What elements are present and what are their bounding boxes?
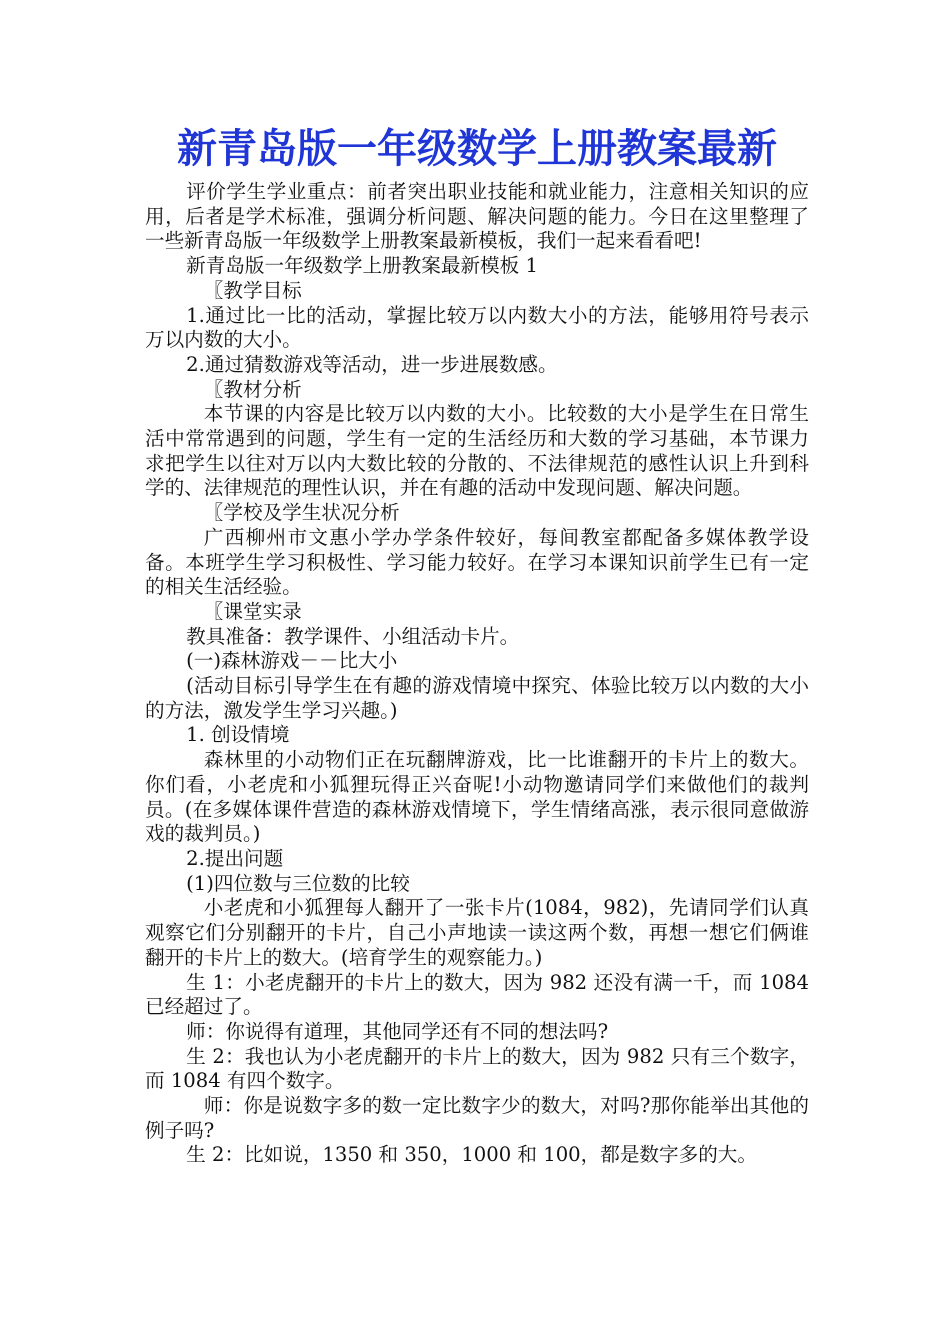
paragraph: 2.提出问题 bbox=[186, 846, 284, 870]
paragraph: 评价学生学业重点：前者突出职业技能和就业能力，注意相关知识的应用，后者是学术标准，强调分析问题、解决问题的能力。今日在这里整理了一些新青岛版一年级数学上册教案最新模板，我们一起来看看吧! bbox=[145, 180, 809, 253]
paragraph: 师：你说得有道理，其他同学还有不同的想法吗? bbox=[186, 1019, 609, 1043]
paragraph: 教具准备：教学课件、小组活动卡片。 bbox=[186, 624, 520, 648]
paragraph: 〖学校及学生状况分析 bbox=[203, 501, 400, 525]
paragraph: 1.通过比一比的活动，掌握比较万以内数大小的方法，能够用符号表示万以内数的大小。 bbox=[145, 303, 809, 352]
paragraph: 生 2：我也认为小老虎翻开的卡片上的数大，因为 982 只有三个数字，而 1084 有四个数字。 bbox=[145, 1044, 809, 1093]
paragraph: 2.通过猜数游戏等活动，进一步进展数感。 bbox=[186, 352, 558, 376]
paragraph: 生 2：比如说，1350 和 350，1000 和 100，都是数字多的大。 bbox=[186, 1143, 757, 1167]
document-body bbox=[145, 180, 809, 1168]
paragraph: 〖课堂实录 bbox=[203, 599, 302, 623]
paragraph: (活动目标引导学生在有趣的游戏情境中探究、体验比较万以内数的大小的方法，激发学生学习兴趣。) bbox=[145, 674, 809, 722]
paragraph: 小老虎和小狐狸每人翻开了一张卡片(1084，982)，先请同学们认真观察它们分别翻开的卡片，自己小声地读一读这两个数，再想一想它们俩谁翻开的卡片上的数大。(培育学生的观察能力。) bbox=[145, 896, 809, 969]
paragraph: (1)四位数与三位数的比较 bbox=[186, 871, 410, 895]
paragraph: 师：你是说数字多的数一定比数字少的数大，对吗?那你能举出其他的例子吗? bbox=[145, 1094, 809, 1142]
document-page bbox=[145, 118, 809, 1168]
paragraph: 森林里的小动物们正在玩翻牌游戏，比一比谁翻开的卡片上的数大。你们看，小老虎和小狐狸玩得正兴奋呢!小动物邀请同学们来做他们的裁判员。(在多媒体课件营造的森林游戏情境下，学生情绪高涨，表示很同意做游戏的裁判员。) bbox=[145, 748, 809, 846]
document-title: 新青岛版一年级数学上册教案最新 bbox=[177, 126, 777, 172]
paragraph: 生 1：小老虎翻开的卡片上的数大，因为 982 还没有满一千，而 1084 已经超过了。 bbox=[145, 970, 809, 1019]
paragraph: (一)森林游戏－－比大小 bbox=[186, 649, 398, 673]
paragraph: 本节课的内容是比较万以内数的大小。比较数的大小是学生在日常生活中常常遇到的问题，学生有一定的生活经历和大数的学习基础，本节课力求把学生以往对万以内大数比较的分散的、不法律规范的感性认识上升到科学的、法律规范的理性认识，并在有趣的活动中发现问题、解决问题。 bbox=[145, 402, 809, 500]
paragraph: 新青岛版一年级数学上册教案最新模板 1 bbox=[186, 254, 538, 278]
paragraph: 1. 创设情境 bbox=[186, 723, 290, 747]
paragraph: 广西柳州市文惠小学办学条件较好，每间教室都配备多媒体教学设备。本班学生学习积极性、学习能力较好。在学习本课知识前学生已有一定的相关生活经验。 bbox=[145, 525, 809, 599]
paragraph: 〖教材分析 bbox=[203, 377, 302, 401]
paragraph: 〖教学目标 bbox=[203, 278, 302, 302]
